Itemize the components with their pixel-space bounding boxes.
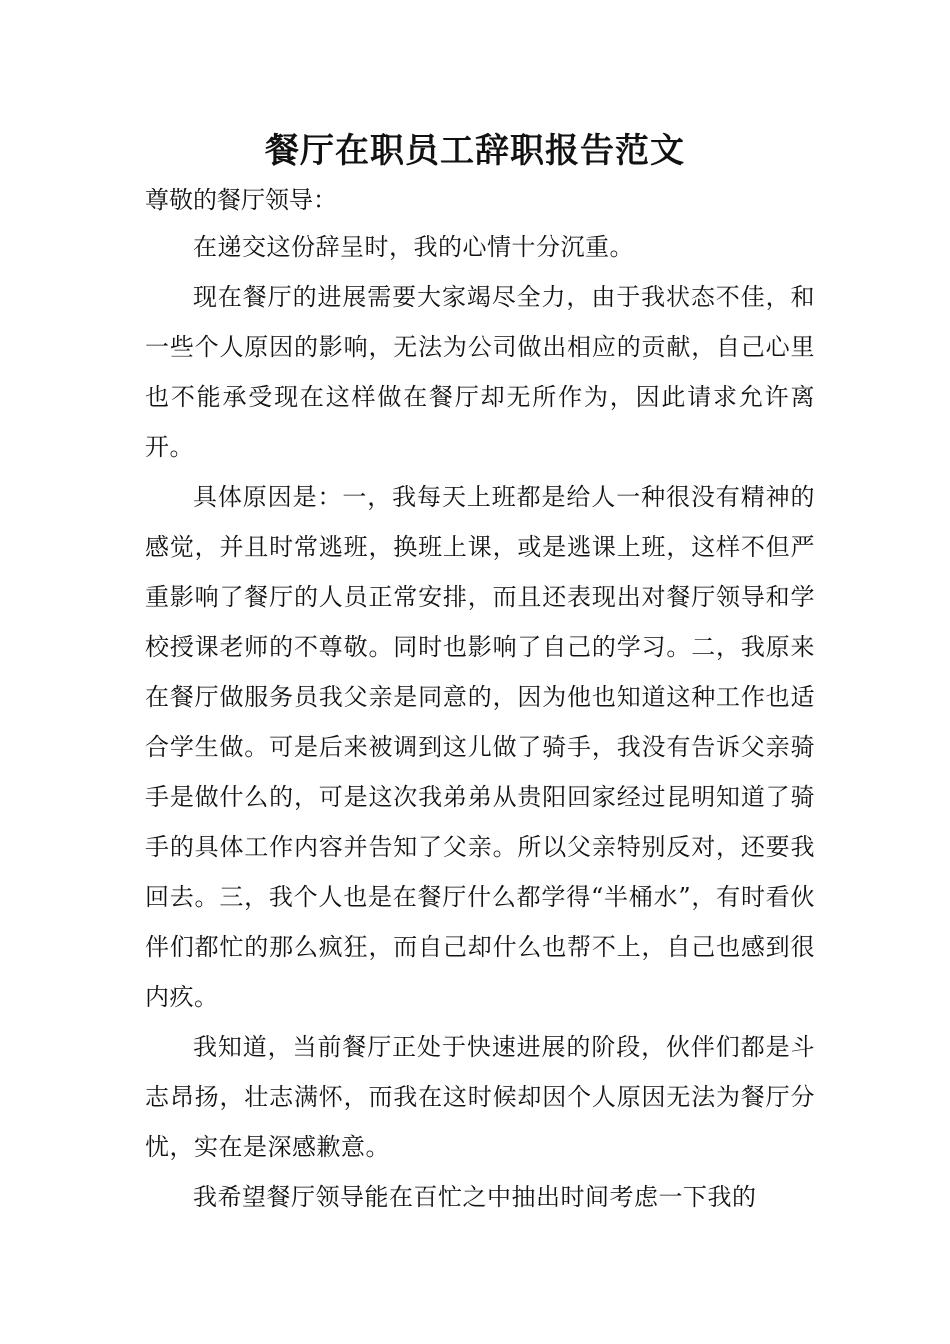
paragraph: 现在餐厅的进展需要大家竭尽全力，由于我状态不佳，和一些个人原因的影响，无法为公司做出相应的贡献，自己心里也不能承受现在这样做在餐厅却无所作为，因此请求允许离开。 [145, 283, 815, 461]
salutation: 尊敬的餐厅领导： [145, 186, 337, 214]
document-title: 餐厅在职员工辞职报告范文 [265, 131, 685, 171]
paragraph: 我知道，当前餐厅正处于快速进展的阶段，伙伴们都是斗志昂扬，壮志满怀，而我在这时候却因个人原因无法为餐厅分忧，实在是深感歉意。 [145, 1033, 815, 1161]
paragraph: 我希望餐厅领导能在百忙之中抽出时间考虑一下我的 [193, 1183, 757, 1211]
paragraph: 具体原因是：一，我每天上班都是给人一种很没有精神的感觉，并且时常逃班，换班上课，或是逃课上班，这样不但严重影响了餐厅的人员正常安排，而且还表现出对餐厅领导和学校授课老师的不尊敬。同时也影响了自己的学习。二，我原来在餐厅做服务员我父亲是同意的，因为他也知道这种工作也适合学生做。可是后来被调到这儿做了骑手，我没有告诉父亲骑手是做什么的，可是这次我弟弟从贵阳回家经过昆明知道了骑手的具体工作内容并告知了父亲。所以父亲特别反对，还要我回去。三，我个人也是在餐厅什么都学得“半桶水”，有时看伙伴们都忙的那么疯狂，而自己却什么也帮不上，自己也感到很内疚。 [145, 483, 815, 1011]
document-body [145, 222, 815, 1222]
paragraph: 在递交这份辞呈时，我的心情十分沉重。 [193, 233, 634, 261]
